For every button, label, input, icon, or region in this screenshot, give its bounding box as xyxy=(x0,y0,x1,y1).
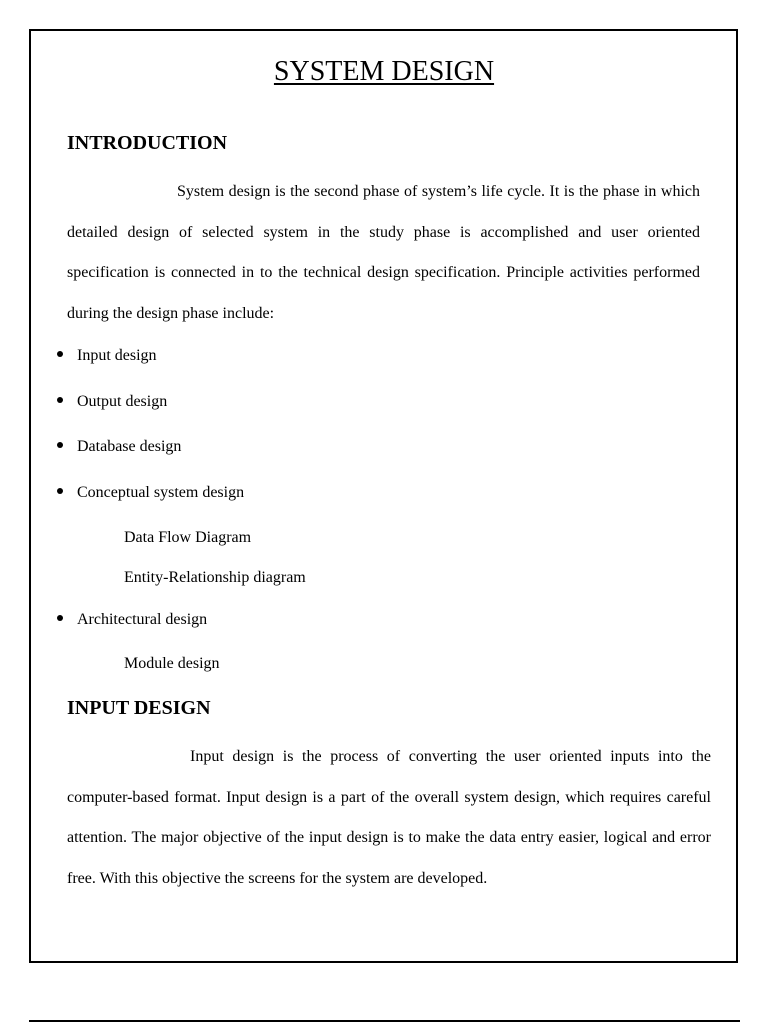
page-title: SYSTEM DESIGN xyxy=(273,56,495,87)
list-item-label: Input design xyxy=(77,347,157,364)
bottom-divider xyxy=(29,1020,740,1022)
list-item xyxy=(57,438,181,456)
sub-list-item: Module design xyxy=(124,655,220,672)
introduction-paragraph: System design is the second phase of system’s life cycle. It is the phase in which detailed design of selected system in the study phase is accomplished and user oriented specification is connected in to the technical design specification. Principle activities performed during the design phase include: xyxy=(67,183,700,323)
bullet-icon xyxy=(57,488,63,494)
bullet-icon xyxy=(57,397,63,403)
list-item-label: Architectural design xyxy=(77,611,208,628)
list-item xyxy=(57,611,207,629)
bullet-icon xyxy=(57,442,63,448)
input-design-paragraph: Input design is the process of converting the user oriented inputs into the computer-based format. Input design is a part of the overall system design, which requires careful attention. The major objective of the input design is to make the data entry easier, logical and error free. With this objective the screens for the system are developed. xyxy=(67,748,711,888)
section-heading-input-design: INPUT DESIGN xyxy=(67,697,211,719)
sub-list-item: Entity-Relationship diagram xyxy=(124,569,306,586)
list-item xyxy=(57,393,167,411)
list-item xyxy=(57,484,244,502)
list-item-label: Output design xyxy=(77,393,168,410)
sub-list-item: Data Flow Diagram xyxy=(124,529,252,546)
bullet-icon xyxy=(57,615,63,621)
list-item-label: Database design xyxy=(77,438,182,455)
bullet-icon xyxy=(57,351,63,357)
list-item xyxy=(57,347,157,365)
section-heading-introduction: INTRODUCTION xyxy=(67,132,228,154)
list-item-label: Conceptual system design xyxy=(77,484,245,501)
